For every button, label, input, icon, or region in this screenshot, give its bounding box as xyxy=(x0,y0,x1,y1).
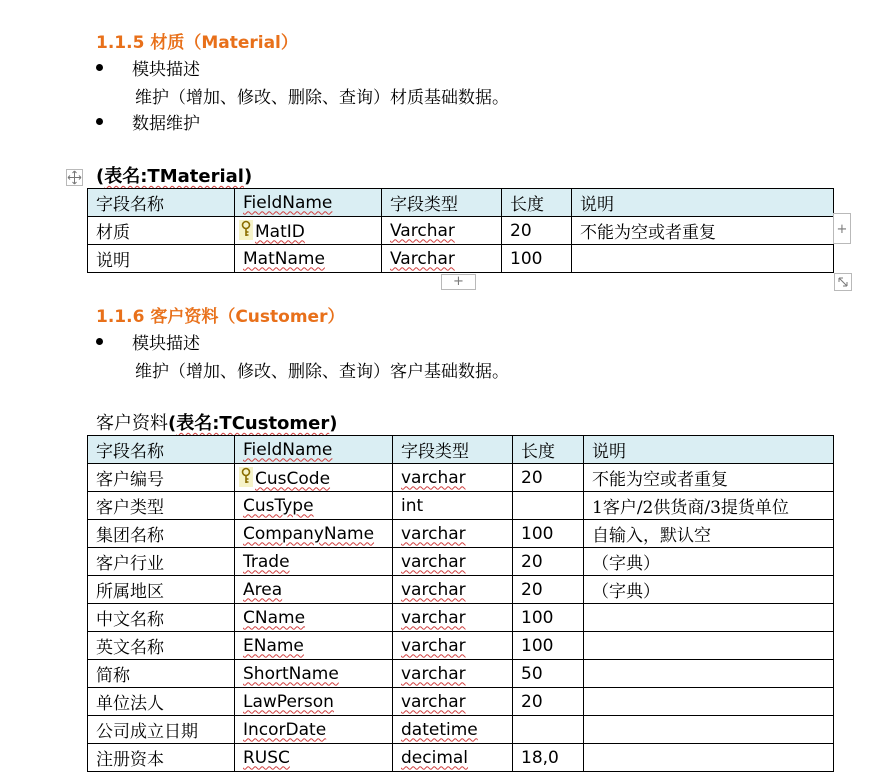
cell-field-type[interactable] xyxy=(382,217,502,245)
cell-description[interactable] xyxy=(584,632,834,660)
cell-field-name[interactable] xyxy=(88,604,235,632)
caption-table-name: 表名:TMaterial xyxy=(104,166,244,187)
cell-field-name[interactable] xyxy=(88,716,235,744)
table-row xyxy=(88,660,834,688)
cell-fieldname[interactable] xyxy=(235,660,393,688)
table-row xyxy=(88,492,834,520)
header-field-name-text: 字段名称 xyxy=(96,195,164,215)
cell-fieldname-text: EName xyxy=(243,635,304,656)
cell-length-text: 100 xyxy=(521,523,554,544)
cell-field-name[interactable] xyxy=(88,464,235,492)
cell-field-name[interactable] xyxy=(88,688,235,716)
cell-field-type-text: datetime xyxy=(401,719,478,740)
cell-fieldname-text: Area xyxy=(243,579,283,600)
cell-length[interactable] xyxy=(513,464,584,492)
cell-description[interactable] xyxy=(572,245,834,273)
cell-field-name[interactable] xyxy=(88,492,235,520)
header-length-text: 长度 xyxy=(510,195,544,215)
table-row xyxy=(88,464,834,492)
cell-field-name[interactable] xyxy=(88,632,235,660)
cell-field-type-text: varchar xyxy=(401,551,466,572)
cell-field-name-text: 中文名称 xyxy=(96,610,164,630)
header-field-name[interactable] xyxy=(88,189,235,217)
table-row xyxy=(88,245,834,273)
header-description[interactable] xyxy=(572,189,834,217)
header-length-text: 长度 xyxy=(521,442,555,462)
key-icon xyxy=(239,467,253,487)
cell-field-type-text: decimal xyxy=(401,747,469,768)
cell-length[interactable] xyxy=(502,217,572,245)
cell-length-text: 100 xyxy=(521,607,554,628)
cell-fieldname-text: ShortName xyxy=(243,663,339,684)
table-row xyxy=(88,576,834,604)
table-row xyxy=(88,217,834,245)
add-row-button[interactable] xyxy=(441,274,476,290)
cell-field-type-text: Varchar xyxy=(390,220,455,241)
cell-length[interactable] xyxy=(513,492,584,520)
customer-table xyxy=(87,435,834,772)
cell-field-type-text: varchar xyxy=(401,663,466,684)
material-table xyxy=(87,188,834,273)
cell-fieldname[interactable] xyxy=(235,245,382,273)
cell-length[interactable] xyxy=(513,688,584,716)
cell-description[interactable] xyxy=(584,744,834,772)
cell-length-text: 20 xyxy=(521,467,543,488)
cell-fieldname[interactable] xyxy=(235,464,393,492)
cell-fieldname[interactable] xyxy=(235,632,393,660)
header-description-text: 说明 xyxy=(580,195,614,215)
cell-field-name-text: 公司成立日期 xyxy=(96,722,198,742)
cell-length-text: 20 xyxy=(510,220,532,241)
table-caption-material xyxy=(96,162,252,188)
cell-length-text: 100 xyxy=(510,248,543,269)
cell-field-type[interactable] xyxy=(393,520,513,548)
cell-field-name-text: 客户编号 xyxy=(96,470,164,490)
cell-description-text: 1客户/2供货商/3提货单位 xyxy=(592,498,789,518)
cell-fieldname-text: RUSC xyxy=(243,747,290,768)
cell-length-text: 18,0 xyxy=(521,747,559,768)
cell-fieldname-text: CompanyName xyxy=(243,523,375,544)
header-field-name-text: 字段名称 xyxy=(96,442,164,462)
cell-fieldname[interactable] xyxy=(235,744,393,772)
bullet-dot-icon xyxy=(96,64,103,71)
cell-field-type[interactable] xyxy=(393,464,513,492)
cell-field-type[interactable] xyxy=(393,688,513,716)
section-heading-customer xyxy=(96,302,344,327)
header-field-type-text: 字段类型 xyxy=(401,442,469,462)
cell-description[interactable] xyxy=(584,464,834,492)
bullet-text: 模块描述 xyxy=(132,334,200,354)
cell-length[interactable] xyxy=(513,576,584,604)
caption-open: ( xyxy=(96,166,105,187)
table-row xyxy=(88,548,834,576)
cell-length-text: 100 xyxy=(521,635,554,656)
caption-prefix: 客户资料 xyxy=(96,413,168,434)
cell-field-name-text: 单位法人 xyxy=(96,694,164,714)
header-field-name[interactable] xyxy=(88,436,235,464)
cell-field-type-text: varchar xyxy=(401,579,466,600)
cell-description[interactable] xyxy=(584,660,834,688)
table-caption-customer xyxy=(96,409,338,435)
cell-fieldname-text: LawPerson xyxy=(243,691,334,712)
cell-field-type[interactable] xyxy=(393,604,513,632)
cell-field-name-text: 客户类型 xyxy=(96,498,164,518)
cell-field-name[interactable] xyxy=(88,520,235,548)
cell-field-name-text: 所属地区 xyxy=(96,582,164,602)
cell-field-name-text: 集团名称 xyxy=(96,526,164,546)
caption-close: ) xyxy=(329,413,338,434)
cell-field-name[interactable] xyxy=(88,576,235,604)
cell-description[interactable] xyxy=(584,604,834,632)
cell-field-type-text: varchar xyxy=(401,467,466,488)
cell-field-name[interactable] xyxy=(88,217,235,245)
cell-description[interactable] xyxy=(584,520,834,548)
cell-description[interactable] xyxy=(584,716,834,744)
cell-fieldname-text: CusCode xyxy=(255,468,331,489)
caption-table-name: 表名:TCustomer xyxy=(176,413,330,434)
cell-field-type[interactable] xyxy=(393,632,513,660)
cell-field-name[interactable] xyxy=(88,660,235,688)
cell-description[interactable] xyxy=(584,548,834,576)
cell-field-name-text: 英文名称 xyxy=(96,638,164,658)
table-row xyxy=(88,716,834,744)
cell-description-text: 自输入，默认空 xyxy=(592,526,711,546)
cell-fieldname-text: IncorDate xyxy=(243,719,327,740)
table-row xyxy=(88,632,834,660)
cell-field-type[interactable] xyxy=(393,492,513,520)
add-row-icon: + xyxy=(453,274,464,289)
cell-field-name-text: 客户行业 xyxy=(96,554,164,574)
cell-field-type-text: varchar xyxy=(401,607,466,628)
key-icon xyxy=(239,220,253,240)
header-length[interactable] xyxy=(513,436,584,464)
module-description: 维护（增加、修改、删除、查询）材质基础数据。 xyxy=(135,88,509,108)
header-fieldname-text: FieldName xyxy=(243,192,333,213)
cell-length-text: 20 xyxy=(521,579,543,600)
heading-text: 客户资料（Customer） xyxy=(150,307,345,327)
material-table-body xyxy=(88,189,834,273)
cell-field-type[interactable] xyxy=(393,716,513,744)
cell-length[interactable] xyxy=(502,245,572,273)
cell-fieldname[interactable] xyxy=(235,492,393,520)
heading-number: 1.1.6 xyxy=(96,307,145,327)
cell-field-name[interactable] xyxy=(88,245,235,273)
cell-fieldname[interactable] xyxy=(235,688,393,716)
cell-description[interactable] xyxy=(584,492,834,520)
heading-number: 1.1.5 xyxy=(96,33,145,53)
table-header-row xyxy=(88,436,834,464)
cell-description[interactable] xyxy=(572,217,834,245)
add-column-button[interactable] xyxy=(833,213,851,244)
cell-fieldname[interactable] xyxy=(235,716,393,744)
cell-fieldname-text: MatID xyxy=(255,221,305,242)
bullet-dot-icon xyxy=(96,338,103,345)
cell-fieldname[interactable] xyxy=(235,576,393,604)
cell-field-type-text: varchar xyxy=(401,523,466,544)
cell-length[interactable] xyxy=(513,520,584,548)
cell-fieldname-text: CName xyxy=(243,607,306,628)
cell-length[interactable] xyxy=(513,744,584,772)
cell-length-text: 50 xyxy=(521,663,543,684)
caption-open: ( xyxy=(168,413,177,434)
table-row xyxy=(88,520,834,548)
cell-length[interactable] xyxy=(513,548,584,576)
cell-field-name-text: 注册资本 xyxy=(96,750,164,770)
cell-fieldname[interactable] xyxy=(235,604,393,632)
heading-text: 材质（Material） xyxy=(150,33,298,53)
cell-field-type[interactable] xyxy=(382,245,502,273)
bullet-text: 模块描述 xyxy=(132,60,200,80)
cell-field-type[interactable] xyxy=(393,548,513,576)
cell-field-name-text: 说明 xyxy=(96,251,130,271)
module-description: 维护（增加、修改、删除、查询）客户基础数据。 xyxy=(135,362,509,382)
table-row xyxy=(88,688,834,716)
cell-description[interactable] xyxy=(584,688,834,716)
cell-length[interactable] xyxy=(513,716,584,744)
header-length[interactable] xyxy=(502,189,572,217)
header-field-type[interactable] xyxy=(382,189,502,217)
table-move-icon[interactable] xyxy=(66,169,83,186)
cell-fieldname[interactable] xyxy=(235,520,393,548)
cell-description-text: 不能为空或者重复 xyxy=(580,223,716,243)
table-row xyxy=(88,744,834,772)
cell-field-name[interactable] xyxy=(88,548,235,576)
cell-length-text: 20 xyxy=(521,691,543,712)
cell-description-text: （字典） xyxy=(592,582,660,602)
cell-field-type-text: int xyxy=(401,495,424,516)
bullet-dot-icon xyxy=(96,118,103,125)
cell-field-name-text: 材质 xyxy=(96,223,130,243)
header-fieldname[interactable] xyxy=(235,436,393,464)
header-field-type[interactable] xyxy=(393,436,513,464)
cell-length[interactable] xyxy=(513,632,584,660)
cell-field-type-text: Varchar xyxy=(390,248,455,269)
header-fieldname-text: FieldName xyxy=(243,439,333,460)
cell-fieldname-text: CusType xyxy=(243,495,314,516)
cell-field-type-text: varchar xyxy=(401,635,466,656)
cell-field-type-text: varchar xyxy=(401,691,466,712)
customer-table-body xyxy=(88,436,834,772)
cell-field-name[interactable] xyxy=(88,744,235,772)
table-row xyxy=(88,604,834,632)
cell-field-type[interactable] xyxy=(393,744,513,772)
header-field-type-text: 字段类型 xyxy=(390,195,458,215)
header-fieldname[interactable] xyxy=(235,189,382,217)
header-description-text: 说明 xyxy=(592,442,626,462)
bullet-text: 数据维护 xyxy=(132,114,200,134)
header-description[interactable] xyxy=(584,436,834,464)
cell-field-name-text: 简称 xyxy=(96,666,130,686)
add-column-icon: + xyxy=(836,222,848,237)
cell-field-type[interactable] xyxy=(393,660,513,688)
resize-icon[interactable] xyxy=(834,273,852,291)
section-heading-material xyxy=(96,28,298,53)
cell-fieldname[interactable] xyxy=(235,548,393,576)
cell-description-text: （字典） xyxy=(592,554,660,574)
cell-description[interactable] xyxy=(584,576,834,604)
cell-field-type[interactable] xyxy=(393,576,513,604)
cell-length[interactable] xyxy=(513,660,584,688)
cell-fieldname-text: MatName xyxy=(243,248,325,269)
cell-length[interactable] xyxy=(513,604,584,632)
cell-description-text: 不能为空或者重复 xyxy=(592,470,728,490)
table-header-row xyxy=(88,189,834,217)
cell-length-text: 20 xyxy=(521,551,543,572)
cell-fieldname-text: Trade xyxy=(243,551,290,572)
cell-fieldname[interactable] xyxy=(235,217,382,245)
caption-close: ) xyxy=(243,166,253,187)
